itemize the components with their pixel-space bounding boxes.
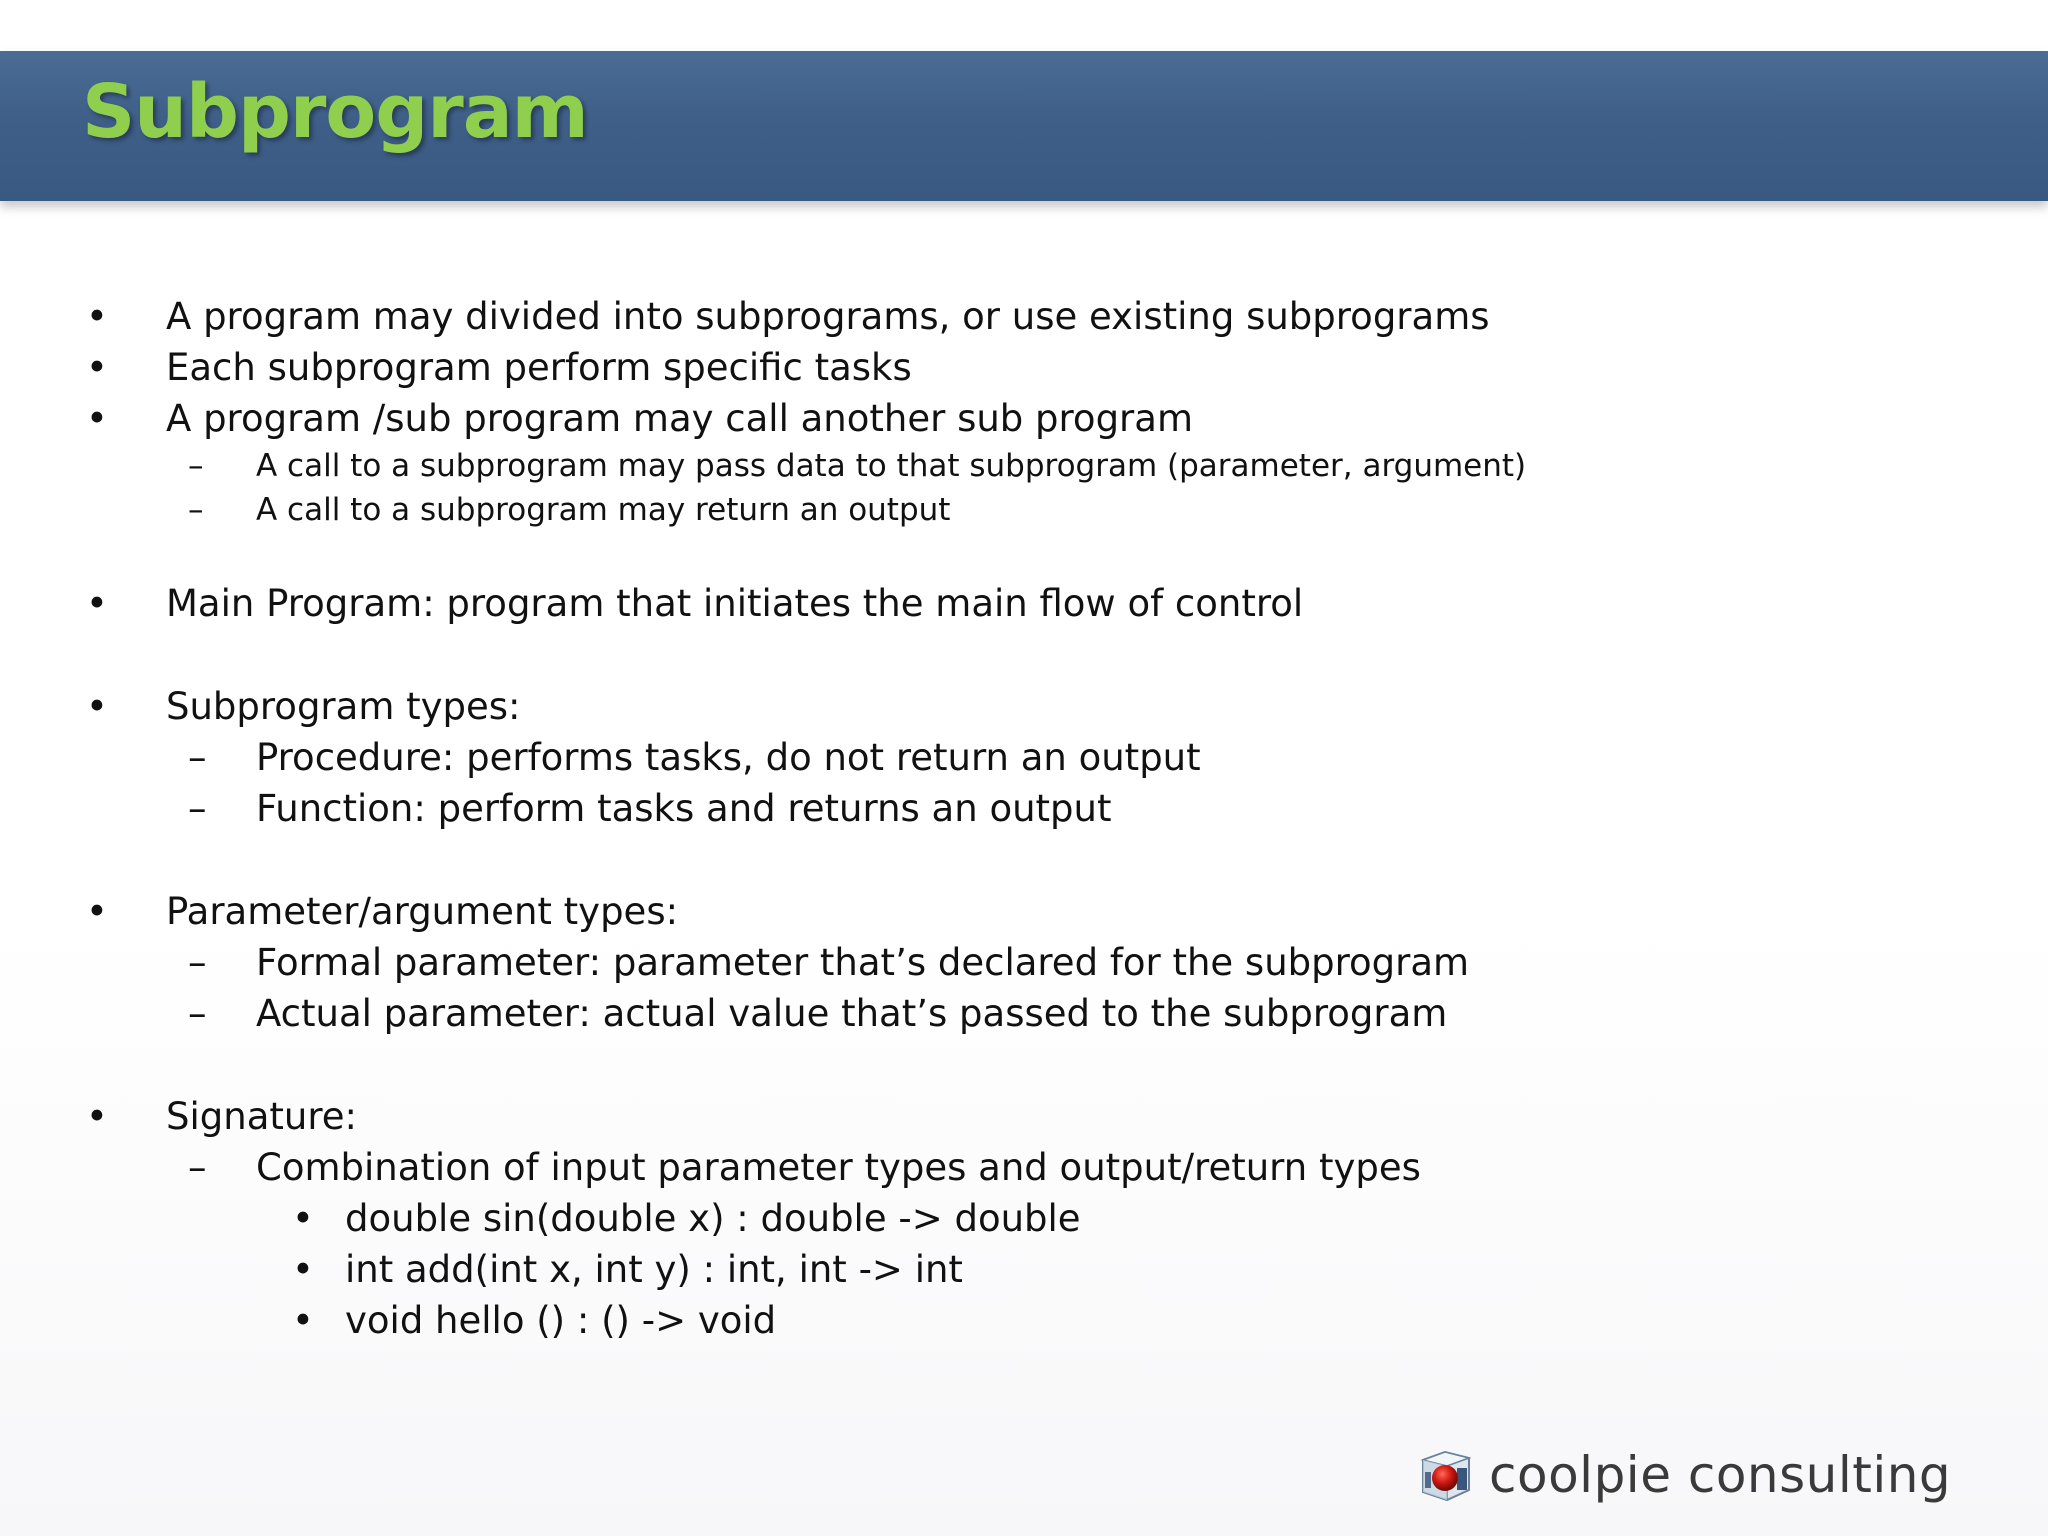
bullet-text: Main Program: program that initiates the main flow of control — [166, 582, 1304, 625]
coolpie-cube-logo-icon — [1415, 1444, 1477, 1506]
bullet-marker: • — [86, 890, 108, 933]
sub-sub-bullet-marker: • — [292, 1299, 314, 1342]
sub-bullet-text: Function: perform tasks and returns an output — [256, 787, 1112, 830]
sub-bullet-text: Formal parameter: parameter that’s declared for the subprogram — [256, 941, 1470, 984]
sub-sub-bullet-marker: • — [292, 1248, 314, 1291]
sub-sub-bullet-text: double sin(double x) : double -> double — [345, 1197, 1081, 1240]
bullet-text: Parameter/argument types: — [166, 890, 679, 933]
sub-bullet-text: Procedure: performs tasks, do not return an output — [256, 736, 1201, 779]
sub-bullet-marker: – — [188, 492, 204, 528]
bullet-text: A program may divided into subprograms, or use existing subprograms — [166, 295, 1490, 338]
sub-bullet-text: Combination of input parameter types and output/return types — [256, 1146, 1421, 1189]
bullet-text: Subprogram types: — [166, 685, 521, 728]
slide-title: Subprogram — [82, 69, 588, 155]
company-logo — [1415, 1440, 1951, 1510]
bullet-marker: • — [86, 295, 108, 338]
bullet-text: Each subprogram perform specific tasks — [166, 346, 912, 389]
sub-bullet-marker: – — [188, 1146, 207, 1189]
bullet-marker: • — [86, 582, 108, 625]
bullet-text: A program /sub program may call another sub program — [166, 397, 1193, 440]
sub-bullet-marker: – — [188, 736, 207, 779]
sub-sub-bullet-text: void hello () : () -> void — [345, 1299, 777, 1342]
bullet-text: Signature: — [166, 1095, 357, 1138]
sub-bullet-text: Actual parameter: actual value that’s passed to the subprogram — [256, 992, 1448, 1035]
bullet-marker: • — [86, 1095, 108, 1138]
sub-sub-bullet-text: int add(int x, int y) : int, int -> int — [345, 1248, 963, 1291]
company-name: coolpie consulting — [1489, 1446, 1952, 1504]
bullet-marker: • — [86, 685, 108, 728]
sub-bullet-marker: – — [188, 448, 204, 484]
sub-bullet-text: A call to a subprogram may return an output — [256, 492, 951, 528]
sub-bullet-marker: – — [188, 992, 207, 1035]
sub-sub-bullet-marker: • — [292, 1197, 314, 1240]
sub-bullet-text: A call to a subprogram may pass data to that subprogram (parameter, argument) — [256, 448, 1527, 484]
sub-bullet-marker: – — [188, 941, 207, 984]
sub-bullet-marker: – — [188, 787, 207, 830]
bullet-marker: • — [86, 397, 108, 440]
bullet-marker: • — [86, 346, 108, 389]
